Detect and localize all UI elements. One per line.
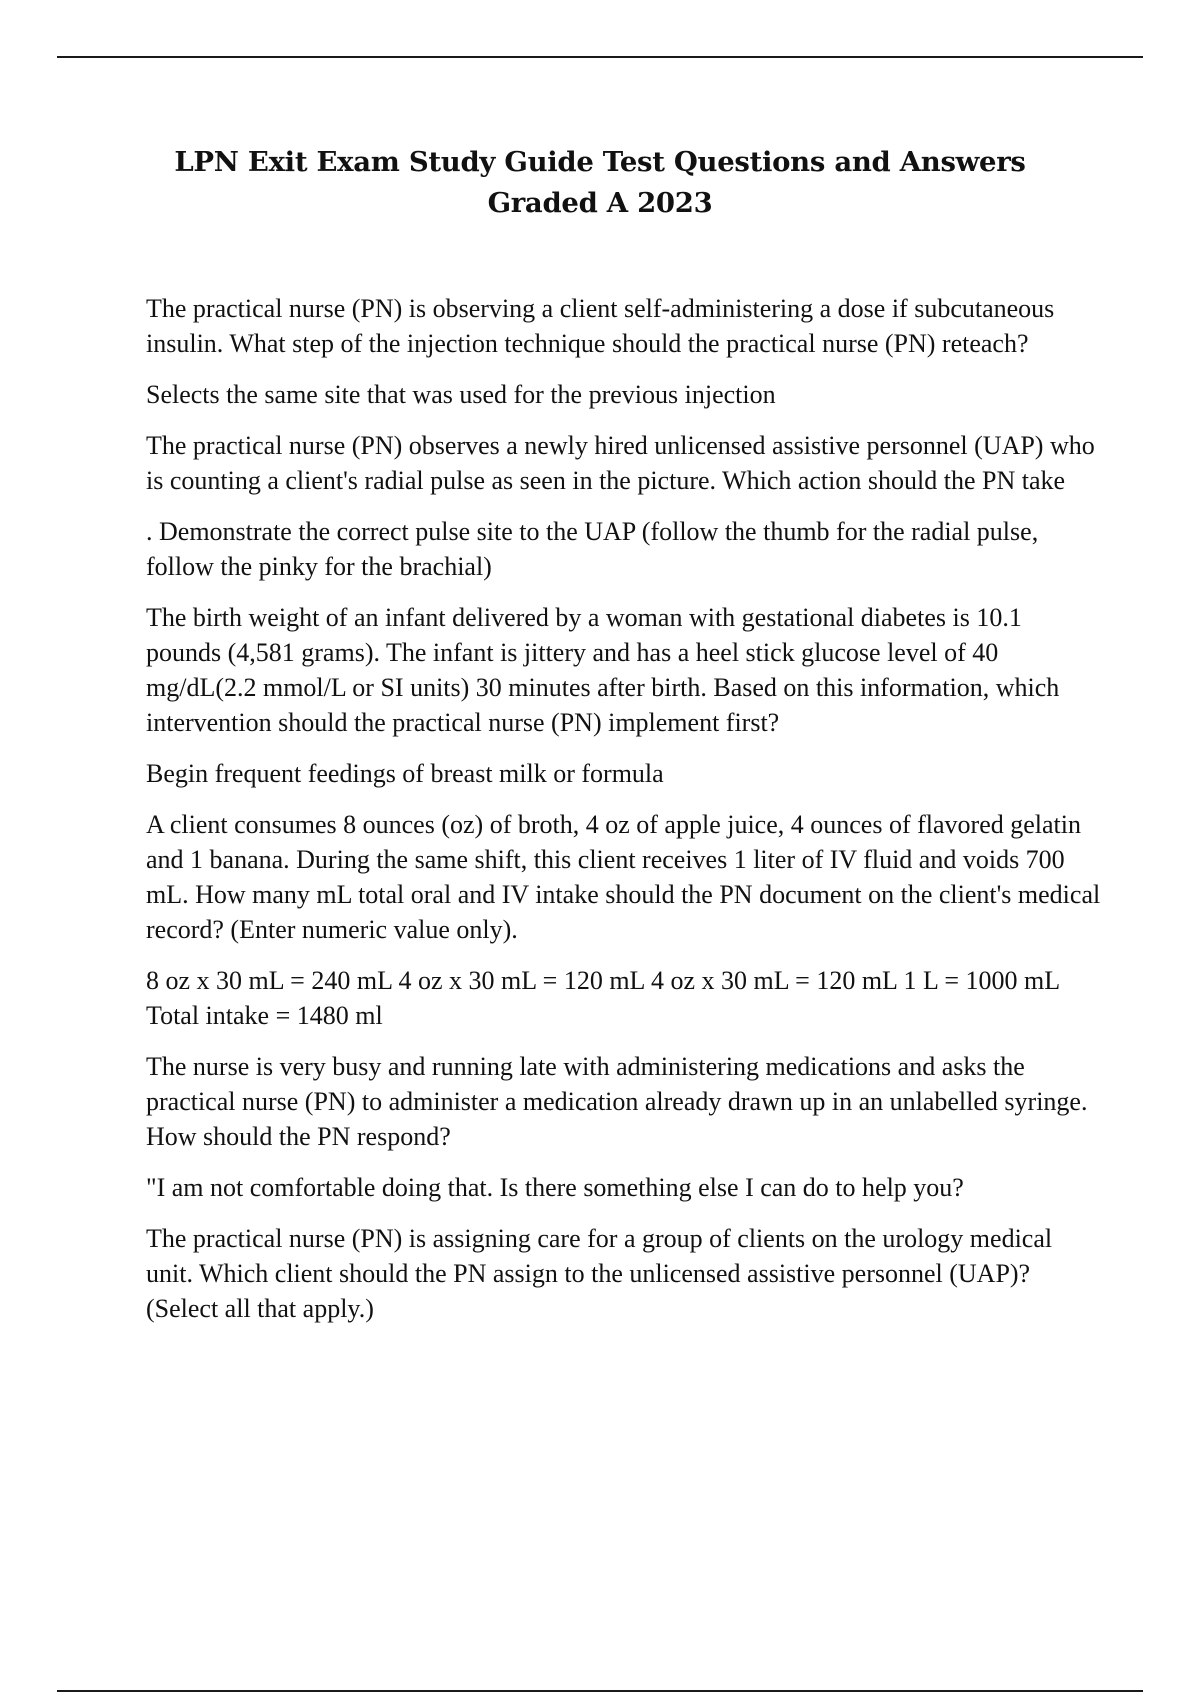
answer-5: "I am not comfortable doing that. Is there something else I can do to help you? xyxy=(146,1173,964,1202)
question-4: A client consumes 8 ounces (oz) of broth, 4 oz of apple juice, 4 ounces of flavored gelatin and 1 banana. During the same shift, this client receives 1 liter of IV fluid and voids 700 mL. How many mL total oral and IV intake should the PN document on the client's medical record? (Enter numeric value only). xyxy=(146,810,1101,944)
answer-3: Begin frequent feedings of breast milk or formula xyxy=(146,759,664,788)
document-title: LPN Exit Exam Study Guide Test Questions and Answers Graded A 2023 xyxy=(174,146,1026,219)
document-body xyxy=(146,291,1101,1342)
question-1: The practical nurse (PN) is observing a client self-administering a dose if subcutaneous insulin. What step of the injection technique should the practical nurse (PN) reteach? xyxy=(146,294,1055,358)
question-6: The practical nurse (PN) is assigning care for a group of clients on the urology medical unit. Which client should the PN assign to the unlicensed assistive personnel (UAP)? (Select all that apply.) xyxy=(146,1224,1053,1323)
question-2: The practical nurse (PN) observes a newly hired unlicensed assistive personnel (UAP) who is counting a client's radial pulse as seen in the picture. Which action should the PN take xyxy=(146,431,1095,495)
answer-1: Selects the same site that was used for the previous injection xyxy=(146,380,776,409)
answer-4: 8 oz x 30 mL = 240 mL 4 oz x 30 mL = 120 mL 4 oz x 30 mL = 120 mL 1 L = 1000 mL Total intake = 1480 ml xyxy=(146,966,1060,1030)
bottom-divider xyxy=(57,1690,1143,1692)
answer-2: . Demonstrate the correct pulse site to the UAP (follow the thumb for the radial pulse, follow the pinky for the brachial) xyxy=(146,517,1039,581)
question-3: The birth weight of an infant delivered by a woman with gestational diabetes is 10.1 pounds (4,581 grams). The infant is jittery and has a heel stick glucose level of 40 mg/dL(2.2 mmol/L or SI units) 30 minutes after birth. Based on this information, which intervention should the practical nurse (PN) implement first? xyxy=(146,603,1060,737)
top-divider xyxy=(57,56,1143,58)
question-5: The nurse is very busy and running late with administering medications and asks the practical nurse (PN) to administer a medication already drawn up in an unlabelled syringe. How should the PN respond? xyxy=(146,1052,1088,1151)
